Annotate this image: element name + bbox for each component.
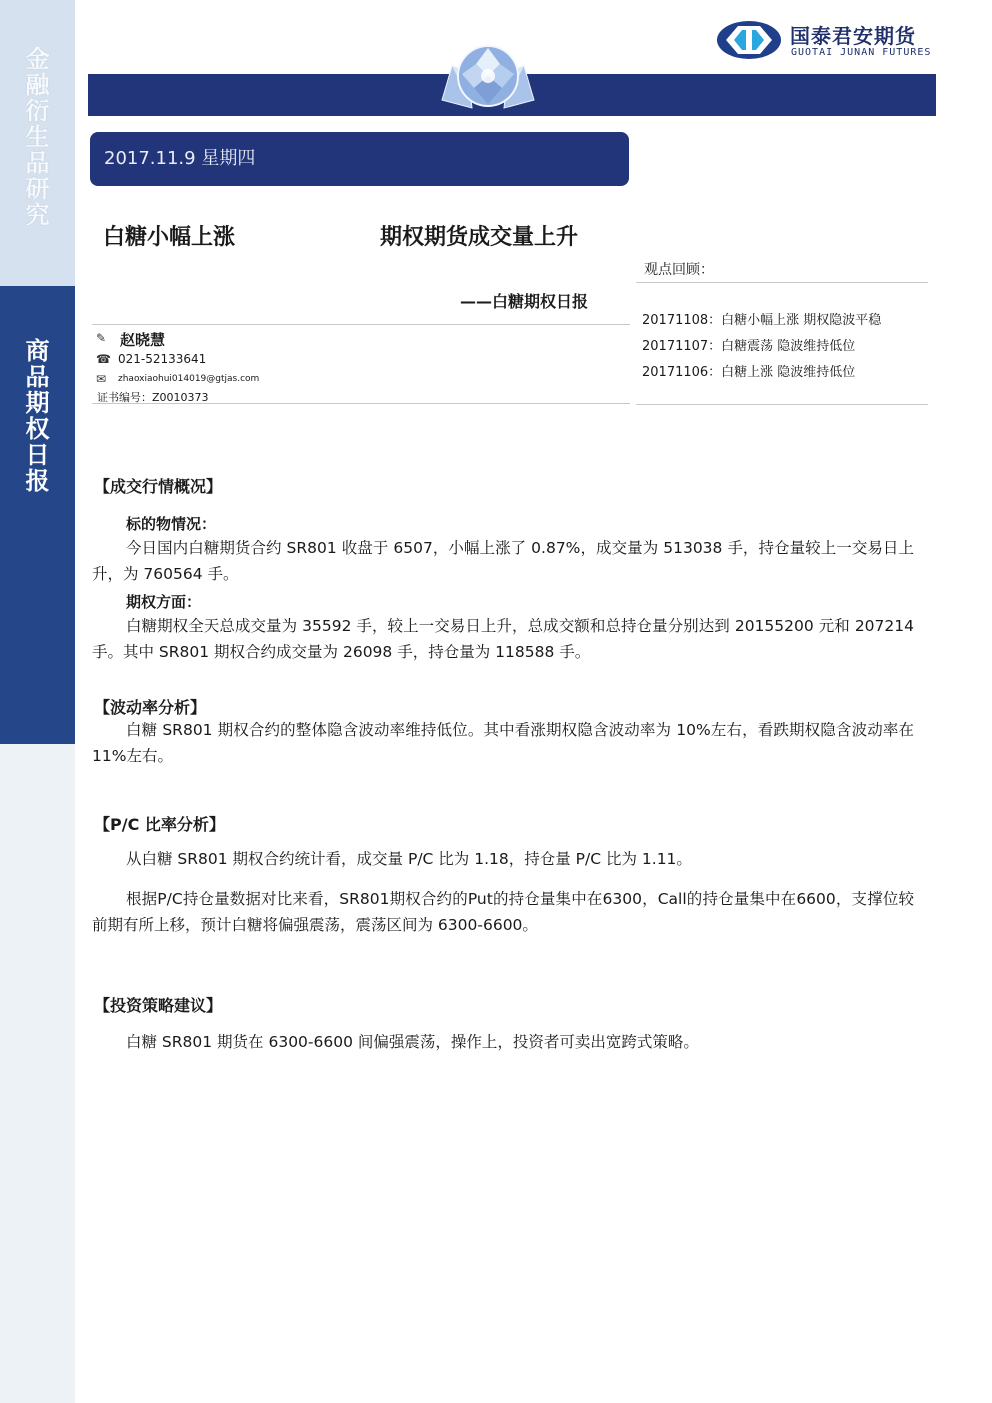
subheading-options: 期权方面： (126, 593, 202, 611)
subheading-underlying: 标的物情况： (126, 515, 217, 533)
email-icon: ✉ (96, 372, 107, 386)
section-title-market: 【成交行情概况】 (94, 477, 223, 496)
logo-mark-icon (716, 20, 782, 60)
paragraph-underlying: 今日国内白糖期货合约 SR801 收盘于 6507，小幅上涨了 0.87%，成交量为 513038 手，持仓量较上一交易日上升，为 760564 手。 (92, 539, 914, 583)
pen-icon: ✎ (96, 331, 107, 345)
company-logo (716, 20, 936, 64)
paragraph-options: 白糖期权全天总成交量为 35592 手，较上一交易日上升，总成交额和总持仓量分别达到 20155200 元和 207214 手。其中 SR801 期权合约成交量为 26098 手，持仓量为 118588 手。 (92, 617, 914, 661)
paragraph-strategy: 白糖 SR801 期货在 6300-6600 间偏强震荡，操作上，投资者可卖出宽跨式策略。 (126, 1033, 699, 1051)
author-email[interactable]: zhaoxiaohui014019@gtjas.com (118, 374, 260, 384)
section-title-pc-ratio: 【P/C 比率分析】 (94, 815, 225, 834)
review-title: 观点回顾： (644, 262, 714, 278)
report-subtitle: ——白糖期权日报 (460, 292, 589, 311)
diamond-icon (438, 42, 538, 118)
paragraph-pc-concentration: 根据P/C持仓量数据对比来看，SR801期权合约的Put的持仓量集中在6300，Call的持仓量集中在6600，支撑位较前期有所上移，预计白糖将偏强震荡，震荡区间为 6300-6600。 (92, 890, 914, 934)
report-date: 2017.11.9 星期四 (90, 132, 629, 186)
author-certificate: 证书编号：Z0010373 (97, 391, 209, 404)
author-phone: 021-52133641 (118, 352, 207, 366)
review-item: 20171107：白糖震荡 隐波维持低位 (642, 339, 856, 354)
headline-primary: 白糖小幅上涨 (103, 225, 236, 250)
divider-review-top (636, 282, 928, 283)
phone-icon: ☎ (96, 352, 111, 366)
divider-title (92, 324, 630, 325)
paragraph-pc-ratio: 从白糖 SR801 期权合约统计看，成交量 P/C 比为 1.18，持仓量 P/C 比为 1.11。 (126, 850, 692, 868)
sidebar-mid-label: 商 品 期 权 日 报 (25, 337, 50, 495)
logo-english-name: GUOTAI JUNAN FUTURES (791, 47, 932, 58)
headline-secondary: 期权期货成交量上升 (380, 225, 579, 250)
author-name: 赵晓慧 (120, 331, 166, 349)
review-item: 20171106：白糖上涨 隐波维持低位 (642, 365, 856, 380)
paragraph-volatility: 白糖 SR801 期权合约的整体隐含波动率维持低位。其中看涨期权隐含波动率为 10%左右，看跌期权隐含波动率在 11%左右。 (92, 721, 914, 765)
section-title-strategy: 【投资策略建议】 (94, 996, 223, 1015)
section-title-volatility: 【波动率分析】 (94, 698, 207, 717)
divider-review-bottom (636, 404, 928, 405)
review-item: 20171108：白糖小幅上涨 期权隐波平稳 (642, 313, 882, 328)
logo-chinese-name: 国泰君安期货 (790, 24, 916, 48)
sidebar-top-label: 金 融 衍 生 品 研 究 (25, 45, 50, 229)
